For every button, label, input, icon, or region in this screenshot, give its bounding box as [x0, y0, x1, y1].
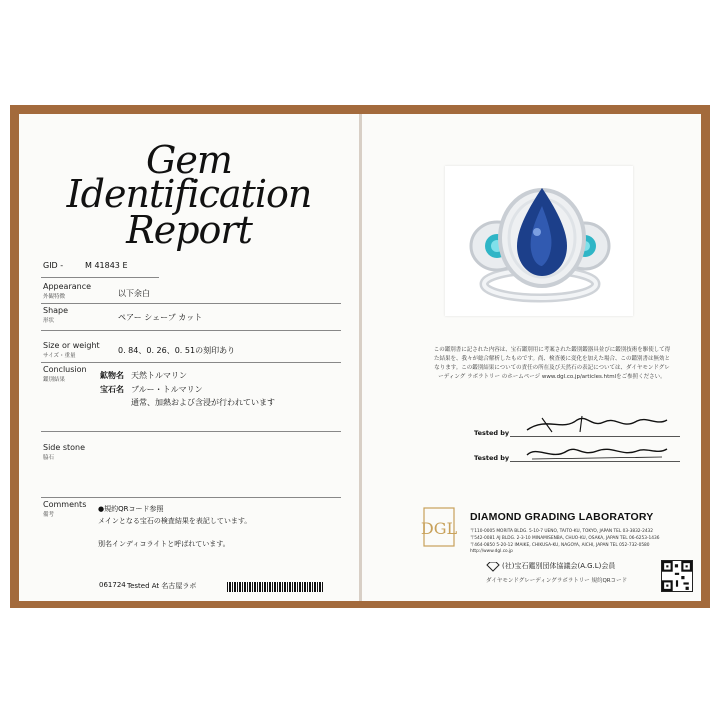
- comment-line-1: ●規約QRコード参照: [98, 505, 164, 513]
- shape-label-en: Shape: [43, 306, 69, 315]
- report-right-page: [362, 114, 701, 601]
- gem-key: 宝石名: [100, 385, 124, 394]
- title-line-identification: Identification: [66, 172, 312, 216]
- lab-name: DIAMOND GRADING LABORATORY: [470, 511, 654, 523]
- svg-text:DGL: DGL: [420, 519, 458, 538]
- dgl-logo-icon: [418, 506, 462, 556]
- tested-by-label-1: Tested by: [474, 429, 510, 437]
- size-value: 0. 84、0. 26、0. 51の刻印あり: [118, 346, 236, 355]
- appearance-label-en: Appearance: [43, 282, 92, 291]
- comments-label-en: Comments: [43, 500, 87, 509]
- gid-label: GID -: [43, 261, 64, 270]
- tested-by-label-2: Tested by: [474, 454, 510, 462]
- address-nagoya: 〒464-0850 5-20-12 IMAIKE, CHIKUSA-KU, NAGOYA, AICHI, JAPAN TEL 052-732-0580: [470, 543, 650, 548]
- ring-photo: [445, 166, 633, 316]
- association-membership: (社)宝石鑑別団体協議会(A.G.L)会員: [502, 562, 616, 570]
- certificate-folder: [10, 105, 710, 608]
- comments-label-jp: 備考: [43, 512, 55, 518]
- conclusion-label-en: Conclusion: [43, 365, 87, 374]
- address-osaka: 〒542-0081 AJ BLDG. 2-3-10 MINAMISENBA, CHUO-KU, OSAKA, JAPAN TEL 06-6253-1436: [470, 536, 660, 541]
- barcode-icon: [227, 582, 323, 592]
- conclusion-label: [43, 365, 87, 385]
- appearance-label: [43, 282, 91, 302]
- mineral-value: 天然トルマリン: [131, 371, 187, 380]
- footer-tested-at: Tested At 名古屋ラボ: [127, 582, 197, 590]
- comments-label: [43, 500, 86, 520]
- shape-label-jp: 形状: [43, 318, 55, 324]
- shape-value: ペアー シェーブ カット: [118, 313, 203, 322]
- divider: [41, 330, 341, 331]
- appearance-value: 以下余白: [118, 289, 150, 298]
- address-tokyo: 〒110-0005 MORITA BLDG. 5-10-7 UENO, TAITO-KU, TOKYO, JAPAN TEL 03-3832-2432: [470, 529, 654, 534]
- divider: [41, 303, 341, 304]
- divider: [41, 431, 341, 432]
- qr-caption: ダイヤモンドグレーディングラボラトリー 規約QRコード: [486, 578, 628, 584]
- gid-value: M 41843 E: [85, 261, 128, 270]
- size-label-en: Size or weight: [43, 341, 100, 350]
- website: http://www.dgl.co.jp: [470, 549, 513, 554]
- sidestone-label-jp: 脇石: [43, 455, 55, 461]
- qr-code-icon: [661, 560, 693, 592]
- divider: [41, 362, 341, 363]
- shape-label: [43, 306, 68, 326]
- divider: [41, 497, 341, 498]
- sidestone-label-en: Side stone: [43, 443, 86, 452]
- diamond-icon: [486, 562, 500, 572]
- appearance-label-jp: 外観特徴: [43, 294, 66, 300]
- title-line-gem: Gem: [146, 138, 232, 182]
- signature-line-1: [510, 436, 680, 437]
- size-label-jp: サイズ・重量: [43, 353, 76, 359]
- comment-line-2: メインとなる宝石の検査結果を表記しています。: [98, 517, 252, 525]
- gem-value: ブルー・トルマリン: [131, 385, 203, 394]
- disclaimer-text: この鑑別書に記された内容は、宝石鑑別用に考案された鑑別鑑器具並びに鑑別技術を駆使して得た結果を、我々が総合解析したものです。尚、検査後に変化を加えた場合、この鑑別書は無効となります。この鑑別結果についての責任の所在及び天然石の表記については、ダイヤモンドグレーディング ラボラトリー のホームページ www.dgl.co.jp/articles.htmlをご参照ください。: [433, 347, 671, 380]
- size-label: [43, 341, 100, 361]
- mineral-key: 鉱物名: [100, 371, 124, 380]
- comment-line-3: 別名インディコライトと呼ばれています。: [98, 540, 230, 548]
- report-left-page: [19, 114, 359, 601]
- treatment-note: 通常、加熱および含浸が行われています: [131, 398, 275, 407]
- ring-illustration: [445, 166, 633, 316]
- gid-underline: [41, 277, 159, 278]
- sidestone-label: [43, 443, 85, 463]
- signature-1-icon: [522, 412, 672, 436]
- conclusion-label-jp: 鑑別結果: [43, 377, 66, 383]
- signature-2-icon: [522, 439, 672, 463]
- footer-code: 061724: [99, 581, 126, 589]
- title-line-report: Report: [126, 208, 252, 252]
